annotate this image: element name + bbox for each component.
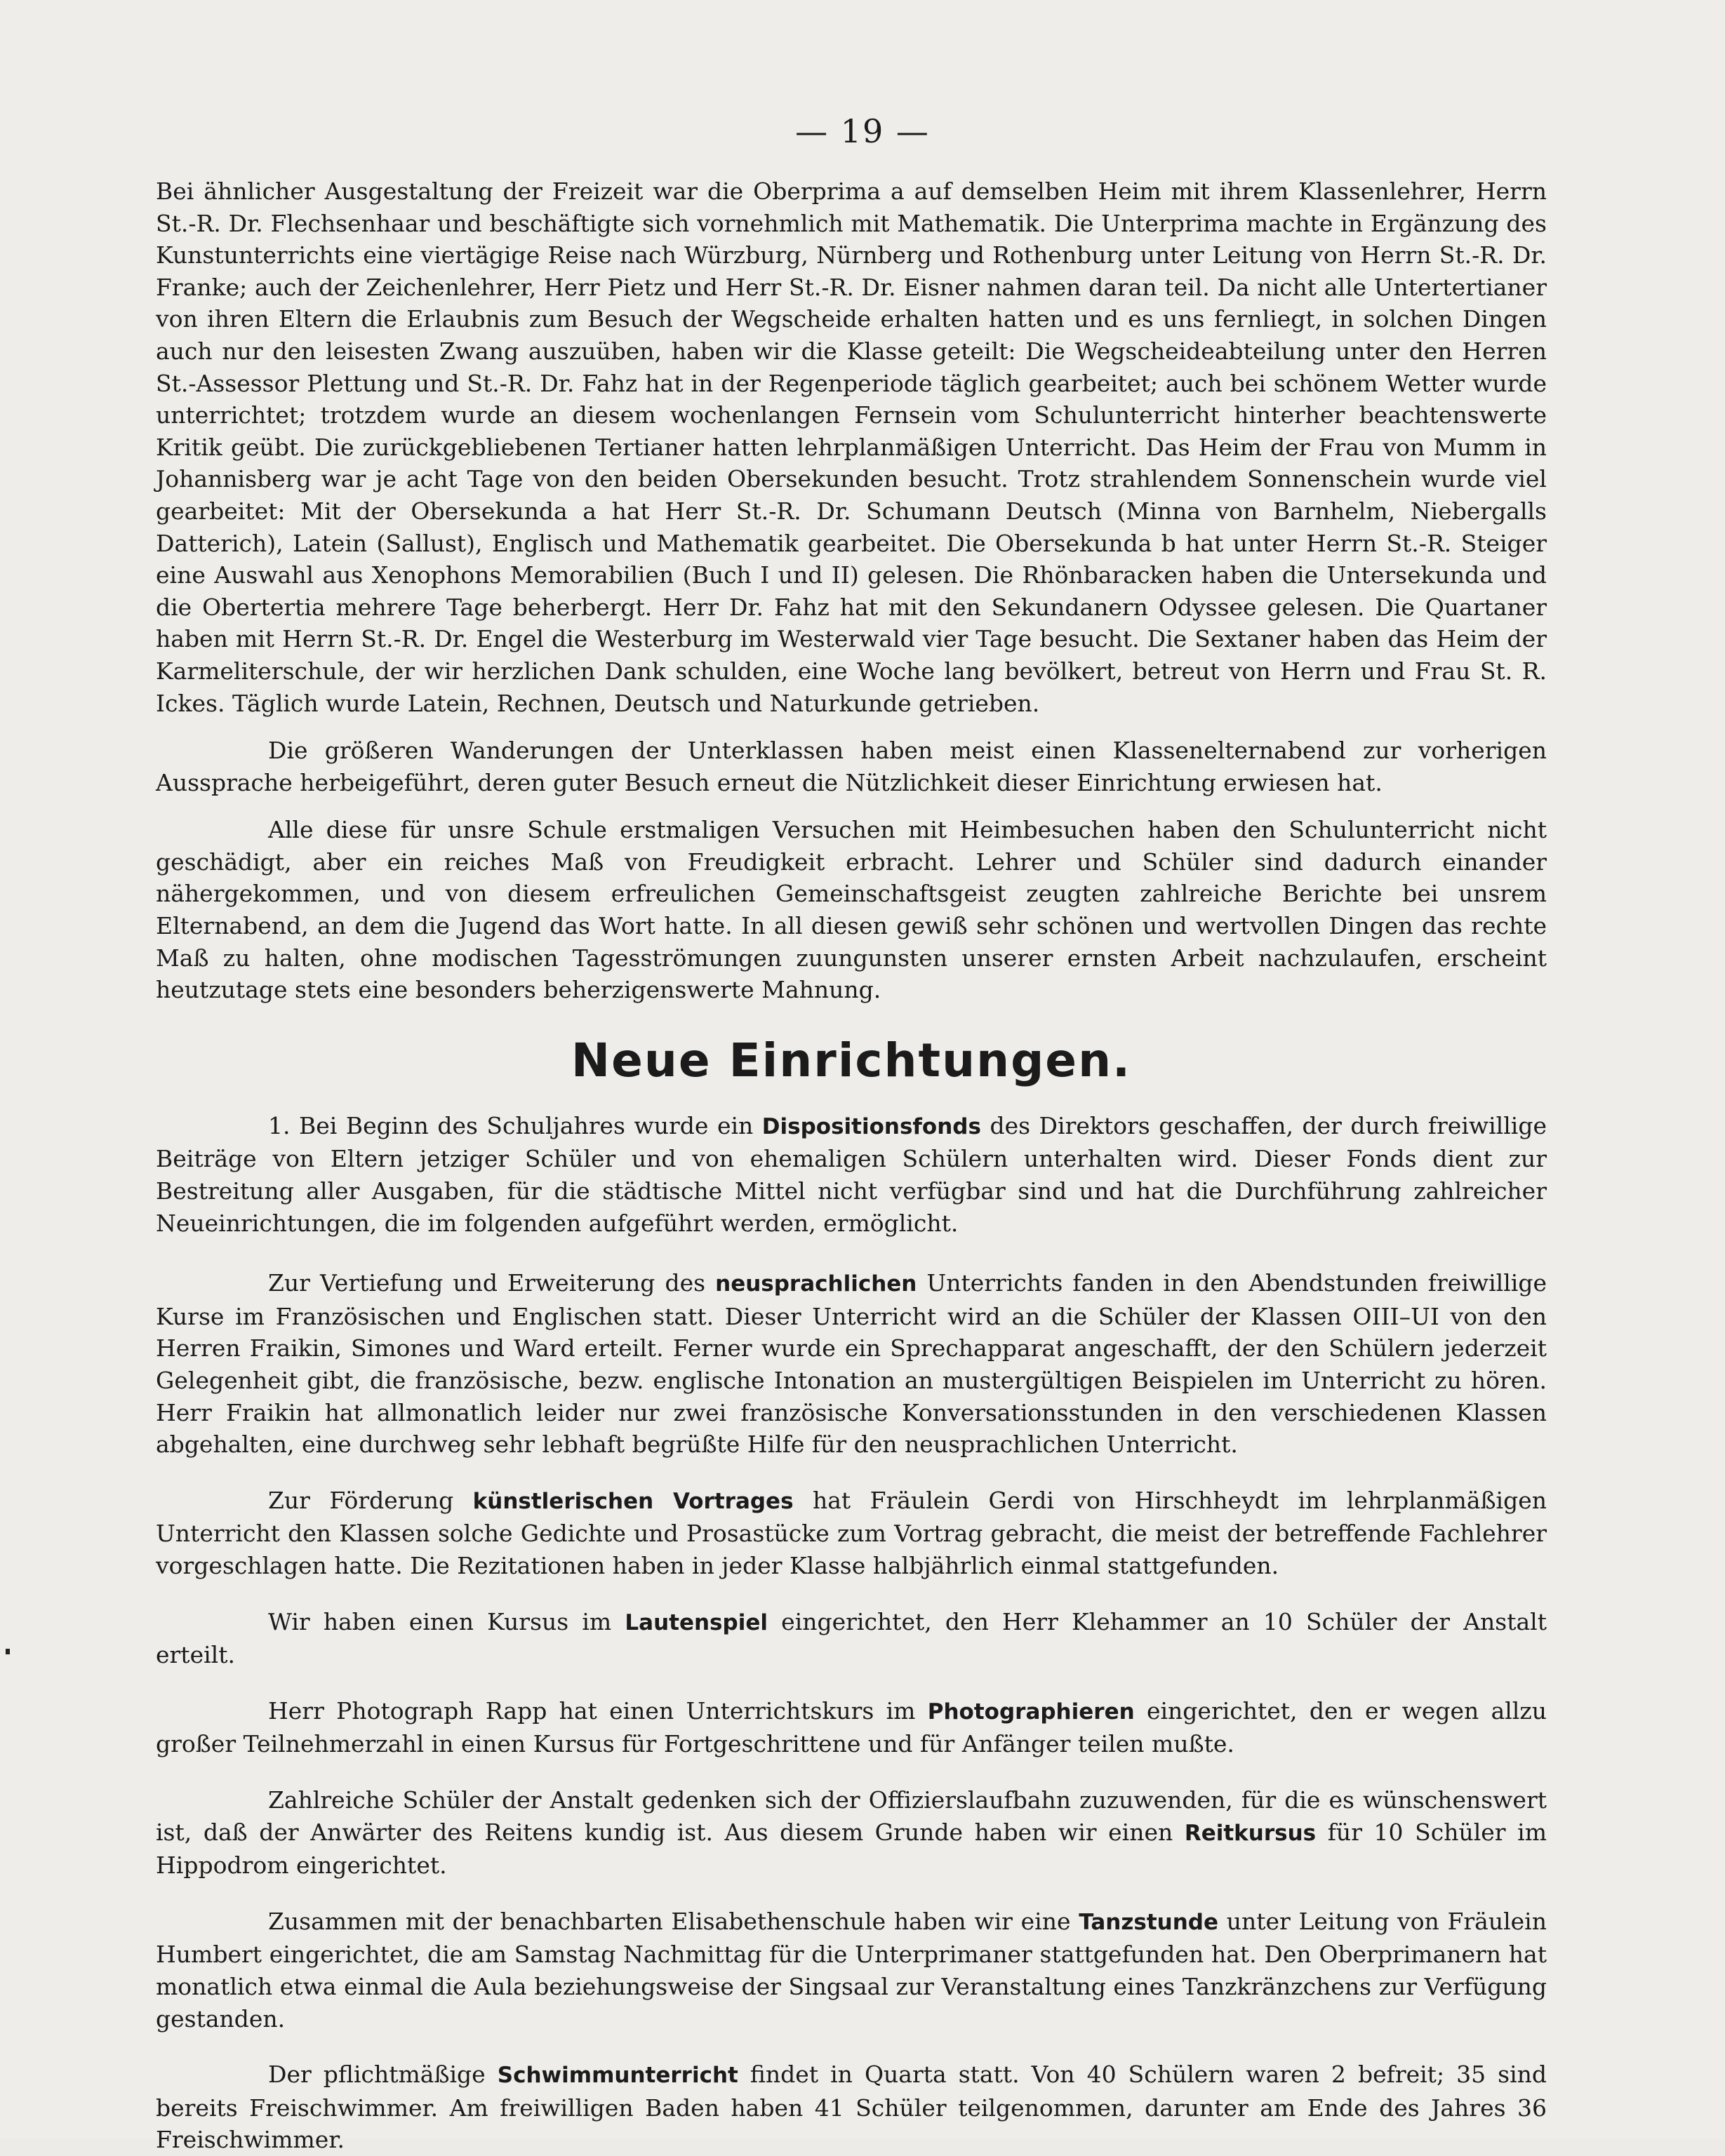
highlight-term: Schwimmunterricht <box>497 2063 738 2089</box>
highlight-term: Photographieren <box>927 1699 1135 1725</box>
paragraph-class-parent-evenings: Die größeren Wanderungen der Unterklassen haben meist einen Klassenelternabend zur vorherigen Aussprache herbeigeführt, deren guter Besuch erneut die Nützlichkeit dieser Einrichtung erwiesen hat. <box>156 737 1547 796</box>
highlight-term: Lautenspiel <box>625 1609 768 1635</box>
margin-speck <box>6 1649 10 1654</box>
item-paragraph: Zusammen mit der benachbarten Elisabethenschule haben wir eine Tanzstunde unter Leitung von Fräulein Humbert eingerichtet, die am Samstag Nachmittag für die Unterprimaner stattgefunden hat. Den Oberprimanern hat monatlich etwa einmal die Aula beziehungsweise der Singsaal zur Veranstaltung eines Tanzkränzchens zur Verfügung gestanden. <box>156 1907 1547 2033</box>
highlight-term: künstlerischen Vortrages <box>472 1488 794 1514</box>
section-heading: Neue Einrichtungen. <box>571 1033 1132 1087</box>
paragraph-excursions: Bei ähnlicher Ausgestaltung der Freizeit war die Oberprima a auf demselben Heim mit ihrem Klassenlehrer, Herrn St.-R. Dr. Flechsenhaar und beschäftigte sich vornehmlich mit Mathematik. Die Unterprima machte in Ergänzung des Kunstunterrichts eine viertägige Reise nach Würzburg, Nürnberg und Rothenburg unter Leitung von Herrn St.-R. Dr. Franke; auch der Zeichenlehrer, Herr Pietz und Herr St.-R. Dr. Eisner nahmen daran teil. Da nicht alle Untertertianer von ihren Eltern die Erlaubnis zum Besuch der Wegscheide erhalten hatten und es uns fernliegt, in solchen Dingen auch nur den leisesten Zwang auszuüben, haben wir die Klasse geteilt: Die Wegscheideabteilung unter den Herren St.-Assessor Plettung und St.-R. Dr. Fahz hat in der Regenperiode täglich gearbeitet; auch bei schönem Wetter wurde unterrichtet; trotzdem wurde an diesem wochenlangen Fernsein vom Schulunterricht hinterher beachtenswerte Kritik geübt. Die zurückgebliebenen Tertianer hatten lehrplanmäßigen Unterricht. Das Heim der Frau von Mumm in Johannisberg war je acht Tage von den beiden Obersekunden besucht. Trotz strahlendem Sonnenschein wurde viel gearbeitet: Mit der Obersekunda a hat Herr St.-R. Dr. Schumann Deutsch (Minna von Barnhelm, Niebergalls Datterich), Latein (Sallust), Englisch und Mathematik gearbeitet. Die Obersekunda b hat unter Herrn St.-R. Steiger eine Auswahl aus Xenophons Memorabilien (Buch I und II) gelesen. Die Rhönbaracken haben die Untersekunda und die Obertertia mehrere Tage beherbergt. Herr Dr. Fahz hat mit den Sekundanern Odyssee gelesen. Die Quartaner haben mit Herrn St.-R. Dr. Engel die Westerburg im Westerwald vier Tage besucht. Die Sextaner haben das Heim der Karmeliterschule, der wir herzlichen Dank schulden, eine Woche lang bevölkert, betreut von Herrn und Frau St. R. Ickes. Täglich wurde Latein, Rechnen, Deutsch und Naturkunde getrieben. <box>156 178 1547 717</box>
highlight-term: Reitkursus <box>1184 1820 1317 1846</box>
page-number: — 19 — <box>795 112 930 150</box>
item-paragraph: Zur Förderung künstlerischen Vortrages hat Fräulein Gerdi von Hirschheydt im lehrplanmäßigen Unterricht den Klassen solche Gedichte und Prosastücke zum Vortrag gebracht, die meist der betreffende Fachlehrer vorgeschlagen hatte. Die Rezitationen haben in jeder Klasse halbjährlich einmal stattgefunden. <box>156 1486 1547 1579</box>
text-body <box>156 175 1547 2156</box>
item-paragraph: Wir haben einen Kursus im Lautenspiel eingerichtet, den Herr Klehammer an 10 Schüler der Anstalt erteilt. <box>156 1607 1547 1669</box>
highlight-term: Dispositionsfonds <box>761 1113 981 1139</box>
paragraph-conclusion: Alle diese für unsre Schule erstmaligen Versuchen mit Heimbesuchen haben den Schulunterricht nicht geschädigt, aber ein reiches Maß von Freudigkeit erbracht. Lehrer und Schüler sind dadurch einander nähergekommen, und von diesem erfreulichen Gemeinschaftsgeist zeugten zahlreiche Berichte bei unsrem Elternabend, an dem die Jugend das Wort hatte. In all diesen gewiß sehr schönen und wertvollen Dingen das rechte Maß zu halten, ohne modischen Tagesströmungen zuungunsten unserer ernsten Arbeit nachzulaufen, erscheint heutzutage stets eine besonders beherzigenswerte Mahnung. <box>156 816 1547 1004</box>
highlight-term: Tanzstunde <box>1079 1909 1219 1935</box>
highlight-term: neusprachlichen <box>715 1271 917 1297</box>
item-paragraph: 1. Bei Beginn des Schuljahres wurde ein Dispositionsfonds des Direktors geschaffen, der durch freiwillige Beiträge von Eltern jetziger Schüler und von ehemaligen Schülern unterhalten wird. Dieser Fonds dient zur Bestreitung aller Ausgaben, für die städtische Mittel nicht verfügbar sind und hat die Durchführung zahlreicher Neueinrichtungen, die im folgenden aufgeführt werden, ermöglicht. <box>156 1111 1547 1237</box>
item-paragraph: Herr Photograph Rapp hat einen Unterrichtskurs im Photographieren eingerichtet, den er wegen allzu großer Teilnehmerzahl in einen Kursus für Fortgeschrittene und für Anfänger teilen mußte. <box>156 1696 1547 1758</box>
item-paragraph: Zahlreiche Schüler der Anstalt gedenken sich der Offizierslaufbahn zuzuwenden, für die es wünschenswert ist, daß der Anwärter des Reitens kundig ist. Aus diesem Grunde haben wir einen Reitkursus für 10 Schüler im Hippodrom eingerichtet. <box>156 1786 1547 1880</box>
item-paragraph: Zur Vertiefung und Erweiterung des neusprachlichen Unterrichts fanden in den Abendstunden freiwillige Kurse im Französischen und Englischen statt. Dieser Unterricht wird an die Schüler der Klassen OIII–UI von den Herren Fraikin, Simones und Ward erteilt. Ferner wurde ein Sprechapparat angeschafft, der den Schülern jederzeit Gelegenheit gibt, die französische, bezw. englische Intonation an mustergültigen Beispielen im Unterricht zu hören. Herr Fraikin hat allmonatlich leider nur zwei französische Konversationsstunden in den verschiedenen Klassen abgehalten, eine durchweg sehr lebhaft begrüßte Hilfe für den neusprachlichen Unterricht. <box>156 1269 1547 1459</box>
item-paragraph: Der pflichtmäßige Schwimmunterricht findet in Quarta statt. Von 40 Schülern waren 2 befreit; 35 sind bereits Freischwimmer. Am freiwilligen Baden haben 41 Schüler teilgenommen, darunter am Ende des Jahres 36 Freischwimmer. <box>156 2061 1547 2154</box>
